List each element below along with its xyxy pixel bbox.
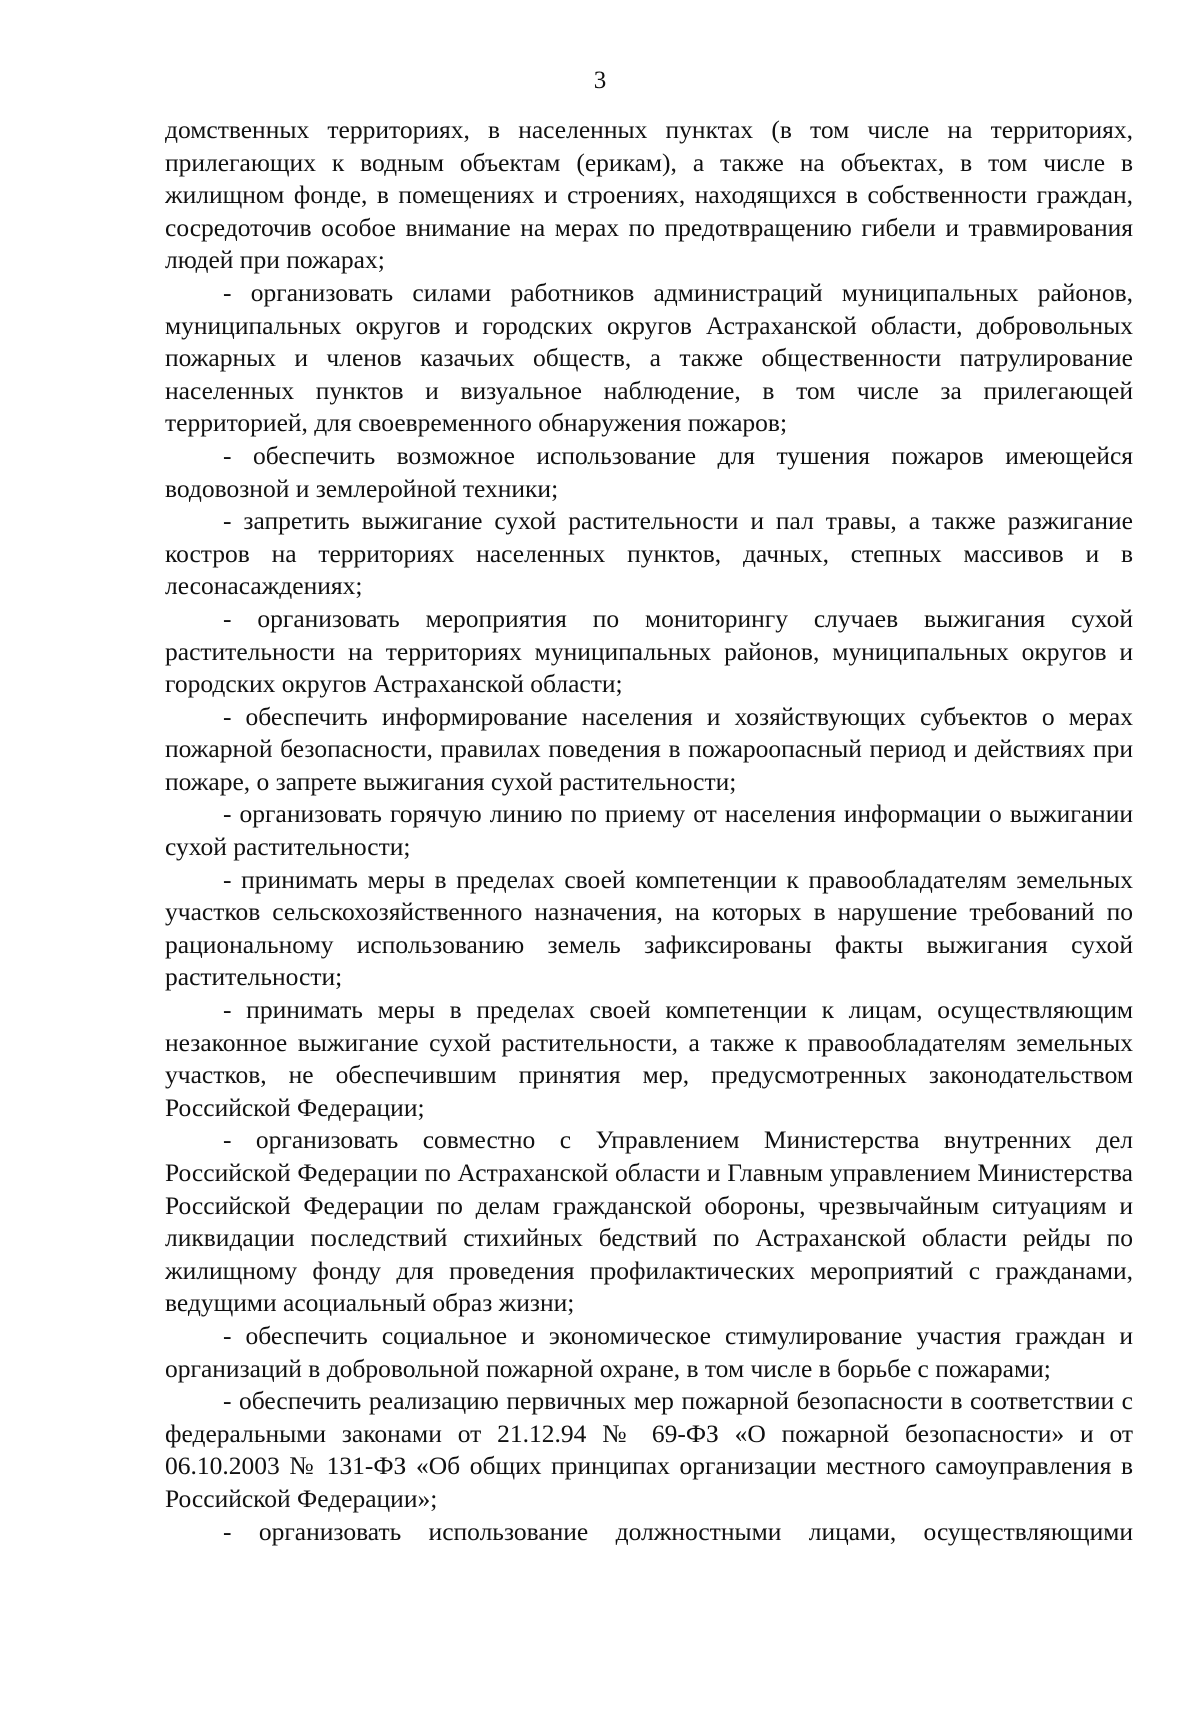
paragraph-burning-ban: - запретить выжигание сухой растительности и пал травы, а также разжигание костров на территориях населенных пунктов, дачных, степных массивов и в лесонасаждениях; [165, 506, 1133, 601]
page-number: 3 [593, 67, 607, 94]
paragraph-volunteer-incentives: - обеспечить социальное и экономическое стимулирование участия граждан и организаций в добровольной пожарной охране, в том числе в борьбе с пожарами; [165, 1320, 1133, 1383]
paragraph-monitoring: - организовать мероприятия по мониторингу случаев выжигания сухой растительности на территориях муниципальных районов, муниципальных округов и городских округов Астраханской области; [165, 603, 1133, 699]
paragraph-landowners: - принимать меры в пределах своей компетенции к правообладателям земельных участков сельскохозяйственного назначения, на которых в нарушение требований по рациональному использованию земель зафиксированы факты выжигания сухой растительности; [165, 864, 1133, 992]
paragraph-informing: - обеспечить информирование населения и хозяйствующих субъектов о мерах пожарной безопасности, правилах поведения в пожароопасный период и действиях при пожаре, о запрете выжигания сухой растительности; [165, 701, 1133, 796]
paragraph-violators: - принимать меры в пределах своей компетенции к лицам, осуществляющим незаконное выжигание сухой растительности, а также к правообладателям земельных участков, не обеспечившим принятия мер, предусмотренных законодательством Российской Федерации; [165, 995, 1133, 1122]
paragraph-equipment: - обеспечить возможное использование для тушения пожаров имеющейся водовозной и землеройной техники; [165, 440, 1133, 503]
paragraph-officials: - организовать использование должностными лицами, осуществляющими [223, 1516, 1133, 1546]
paragraph-hotline: - организовать горячую линию по приему от населения информации о выжигании сухой растительности; [165, 799, 1133, 862]
paragraph-raids: - организовать совместно с Управлением Министерства внутренних дел Российской Федерации по Астраханской области и Главным управлением Министерства Российской Федерации по делам гражданской обороны, чрезвычайным ситуациям и ликвидации последствий стихийных бедствий по Астраханской области рейды по жилищному фонду для проведения профилактических мероприятий с гражданами, ведущими асоциальный образ жизни; [165, 1125, 1133, 1318]
document-body [165, 114, 1133, 1548]
paragraph-patrol: - организовать силами работников администраций муниципальных районов, муниципальных округов и городских округов Астраханской области, добровольных пожарных и членов казачьих обществ, а также общественности патрулирование населенных пунктов и визуальное наблюдение, в том числе за прилегающей территорией, для своевременного обнаружения пожаров; [165, 277, 1133, 438]
paragraph-primary-measures: - обеспечить реализацию первичных мер пожарной безопасности в соответствии с федеральными законами от 21.12.94 № 69-ФЗ «О пожарной безопасности» и от 06.10.2003 № 131-ФЗ «Об общих принципах организации местного самоуправления в Российской Федерации»; [165, 1386, 1133, 1513]
paragraph-continuation: домственных территориях, в населенных пунктах (в том числе на территориях, прилегающих к водным объектам (ерикам), а также на объектах, в том числе в жилищном фонде, в помещениях и строениях, находящихся в собственности граждан, сосредоточив особое внимание на мерах по предотвращению гибели и травмирования людей при пожарах; [165, 115, 1133, 275]
